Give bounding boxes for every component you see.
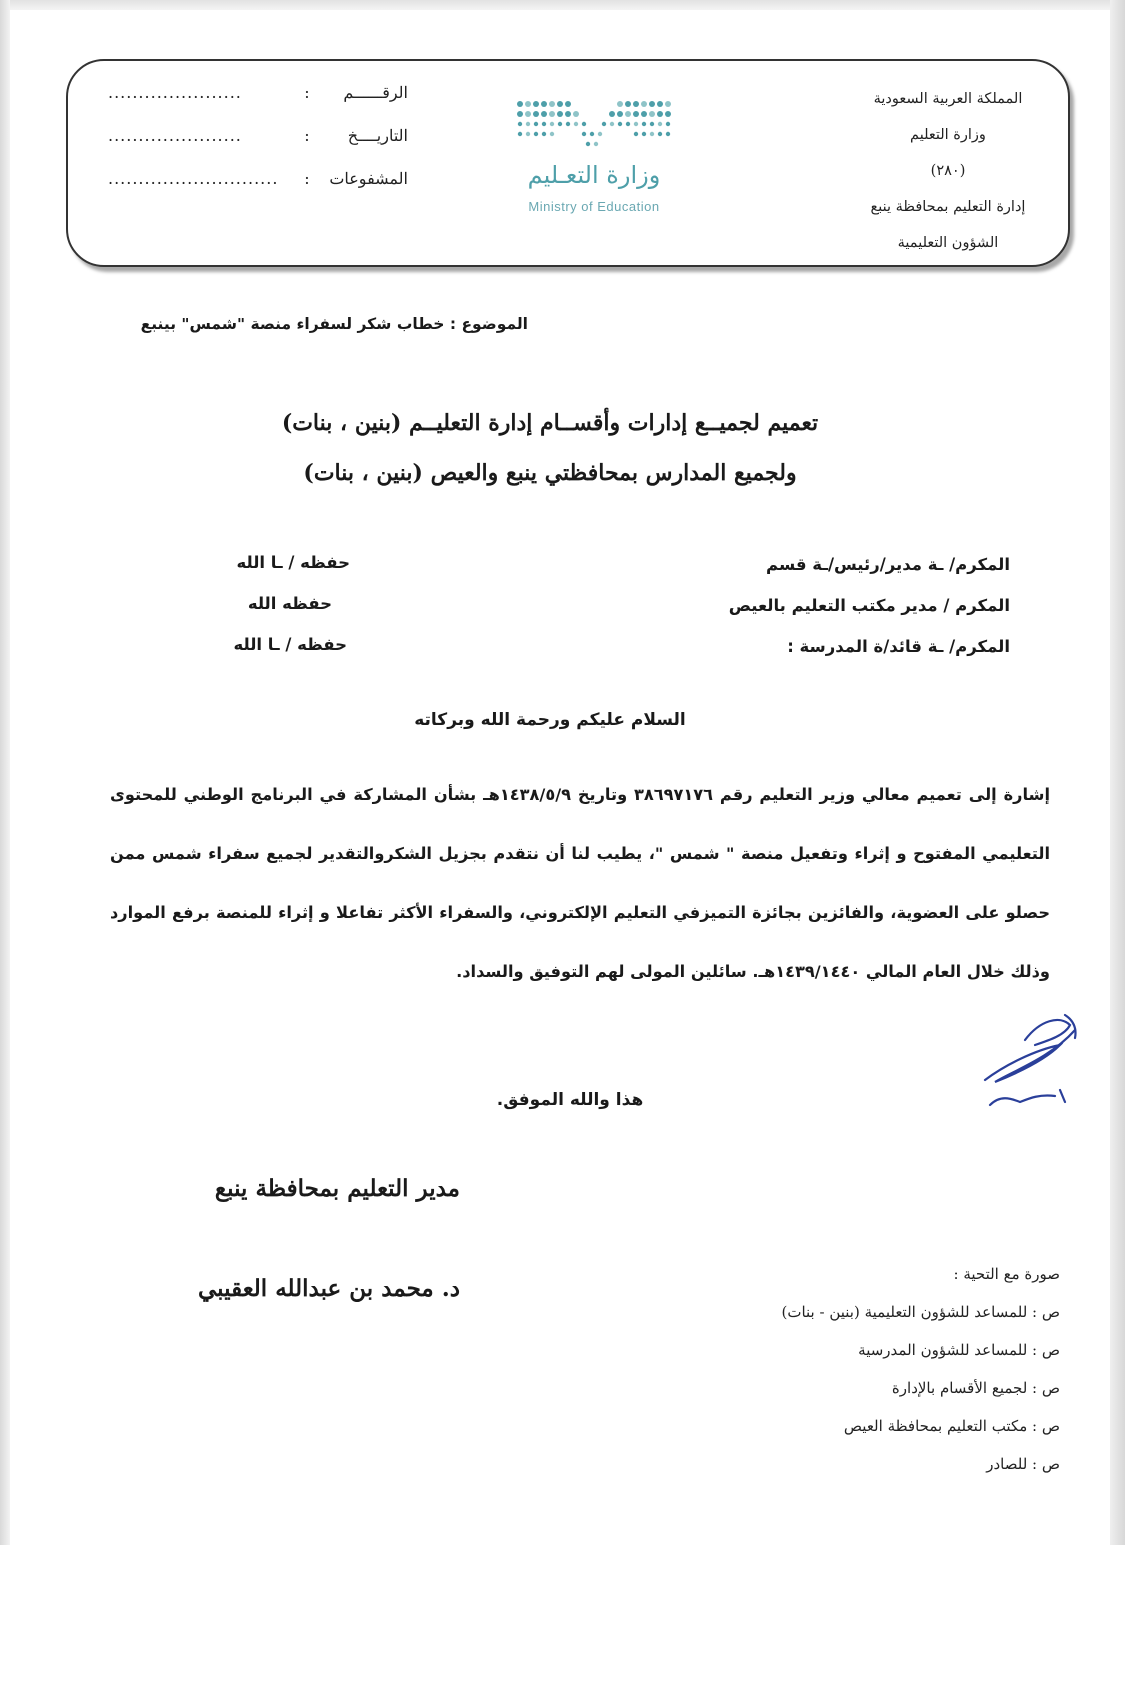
copies-header: صورة مع التحية : <box>953 1265 1060 1283</box>
logo-dot <box>518 132 522 136</box>
field-blank: ...................... <box>108 83 242 102</box>
logo-dot <box>541 101 547 107</box>
logo-dot <box>610 122 614 126</box>
body-line-4: وذلك خلال العام المالي ١٤٣٩/١٤٤٠هـ. سائلين المولى لهم التوفيق والسداد. <box>456 962 1050 981</box>
ministry-logo <box>508 96 688 216</box>
field-date <box>108 126 408 169</box>
copy-item: ص : مكتب التعليم بمحافظة العيص <box>843 1417 1060 1435</box>
field-blank: ...................... <box>108 126 242 145</box>
copies-list <box>710 1255 1060 1483</box>
logo-dot <box>566 122 570 126</box>
field-label: الرقــــــم <box>343 83 408 102</box>
scan-top-edge <box>0 0 1125 10</box>
signatory-name: د. محمد بن عبدالله العقيبي <box>198 1275 460 1302</box>
logo-dot <box>565 111 571 117</box>
handwritten-signature <box>965 1010 1085 1120</box>
logo-dot <box>633 111 639 117</box>
addressee-3: المكرم/ ـة قائد/ة المدرسة : <box>787 637 1010 656</box>
field-colon: : <box>304 126 310 145</box>
logo-dot <box>525 101 531 107</box>
letterhead-box <box>66 59 1070 267</box>
logo-dot <box>657 101 663 107</box>
department-line: إدارة التعليم بمحافظة ينبع <box>870 199 1026 215</box>
logo-dot <box>534 132 538 136</box>
body-line-1: إشارة إلى تعميم معالي وزير التعليم رقم ٣٨٦٩٧١٧٦ وتاريخ ١٤٣٨/٥/٩هـ بشأن المشاركة في البرنامج الوطني للمحتوى <box>110 785 1051 804</box>
logo-dot <box>533 111 539 117</box>
kingdom-line: المملكة العربية السعودية <box>873 91 1023 107</box>
body-line-3: حصلو على العضوية، والفائزين بجائزة التميزفي التعليم الإلكتروني، والسفراء الأكثر تفاعلا و إثراء للمنصة برفع الموارد <box>110 903 1050 922</box>
signature-stroke <box>985 1030 1075 1082</box>
logo-dot <box>649 101 655 107</box>
logo-dot <box>618 122 622 126</box>
logo-dot <box>542 122 546 126</box>
logo-dot <box>634 132 638 136</box>
logo-dot <box>658 132 662 136</box>
signature-stroke <box>990 1090 1065 1105</box>
letterhead-issuer <box>848 81 1048 261</box>
reference-fields <box>108 83 408 212</box>
logo-dot <box>526 122 530 126</box>
field-label: التاريــــخ <box>347 126 408 145</box>
logo-dot <box>594 142 598 146</box>
logo-dot <box>573 111 579 117</box>
logo-dot <box>642 122 646 126</box>
logo-dot <box>549 111 555 117</box>
letter-page <box>10 10 1110 1545</box>
field-colon: : <box>304 83 310 102</box>
logo-dot <box>517 101 523 107</box>
logo-dot <box>665 101 671 107</box>
field-number <box>108 83 408 126</box>
logo-dot <box>642 132 646 136</box>
logo-dot <box>582 122 586 126</box>
greeting: السلام عليكم ورحمة الله وبركاته <box>414 710 686 730</box>
logo-dot <box>626 122 630 126</box>
logo-dot <box>658 122 662 126</box>
subject-line: الموضوع : خطاب شكر لسفراء منصة "شمس" بينبع <box>140 315 528 333</box>
logo-dot <box>633 101 639 107</box>
logo-dot <box>518 122 522 126</box>
logo-dot <box>641 111 647 117</box>
code-line: (٢٨٠) <box>930 163 966 179</box>
logo-dot <box>526 132 530 136</box>
logo-dot <box>617 111 623 117</box>
logo-dot <box>533 101 539 107</box>
logo-dot <box>550 122 554 126</box>
logo-english-text: Ministry of Education <box>528 199 660 214</box>
logo-dot <box>541 111 547 117</box>
blessing-3: حفظه / ـا الله <box>233 635 347 654</box>
copy-item: ص : للمساعد للشؤون المدرسية <box>858 1341 1060 1359</box>
body-line-2: التعليمي المفتوح و إثراء وتفعيل منصة " شمس "، يطيب لنا أن نتقدم بجزيل الشكروالتقدير لجميع سفراء شمس ممن <box>110 844 1050 863</box>
blessing-1: حفظه / ـا الله <box>236 553 350 572</box>
logo-dot <box>634 122 638 126</box>
logo-dot <box>602 122 606 126</box>
field-blank: ............................ <box>108 169 279 188</box>
logo-dot <box>549 101 555 107</box>
copy-item: ص : للمساعد للشؤون التعليمية (بنين - بنات) <box>781 1303 1060 1321</box>
logo-dot <box>558 122 562 126</box>
logo-dot <box>649 111 655 117</box>
logo-arabic-text: وزارة التعـليم <box>527 161 661 189</box>
logo-dot <box>657 111 663 117</box>
logo-dot <box>598 132 602 136</box>
logo-dot <box>550 132 554 136</box>
logo-dot <box>542 132 546 136</box>
logo-dot <box>582 132 586 136</box>
addressee-1: المكرم/ ـة مدير/رئيس/ـة قسم <box>766 555 1010 574</box>
scan-right-edge <box>1110 0 1125 1545</box>
logo-dot <box>666 122 670 126</box>
logo-dot <box>650 132 654 136</box>
signatory-title: مدير التعليم بمحافظة ينبع <box>214 1175 460 1202</box>
title-line-2: ولجميع المدارس بمحافظتي ينبع والعيص (بنين ، بنات) <box>303 460 797 486</box>
logo-dot <box>534 122 538 126</box>
logo-dot <box>586 142 590 146</box>
logo-dot <box>625 101 631 107</box>
field-attachments <box>108 169 408 212</box>
logo-dot <box>517 111 523 117</box>
logo-dot <box>590 132 594 136</box>
addressee-2: المكرم / مدير مكتب التعليم بالعيص <box>728 596 1010 615</box>
logo-dot <box>609 111 615 117</box>
logo-dot <box>574 122 578 126</box>
scan-left-edge <box>0 0 10 1545</box>
field-colon: : <box>304 169 310 188</box>
copy-item: ص : لجميع الأقسام بالإدارة <box>891 1379 1060 1397</box>
logo-dot <box>650 122 654 126</box>
title-line-1: تعميم لجميــع إدارات وأقســام إدارة التعليــم (بنين ، بنات) <box>281 410 819 436</box>
logo-dot <box>617 101 623 107</box>
ministry-line: وزارة التعليم <box>910 127 986 143</box>
logo-dot <box>525 111 531 117</box>
copy-item: ص : للصادر <box>986 1455 1060 1473</box>
logo-dot <box>565 101 571 107</box>
field-label: المشفوعات <box>329 169 408 188</box>
logo-dot <box>666 132 670 136</box>
logo-dot <box>625 111 631 117</box>
logo-dot <box>557 111 563 117</box>
logo-dot <box>557 101 563 107</box>
blessing-2: حفظه الله <box>247 594 332 613</box>
logo-dot <box>641 101 647 107</box>
logo-dot <box>665 111 671 117</box>
affairs-line: الشؤون التعليمية <box>897 235 999 251</box>
closing-line: هذا والله الموفق. <box>496 1090 644 1110</box>
